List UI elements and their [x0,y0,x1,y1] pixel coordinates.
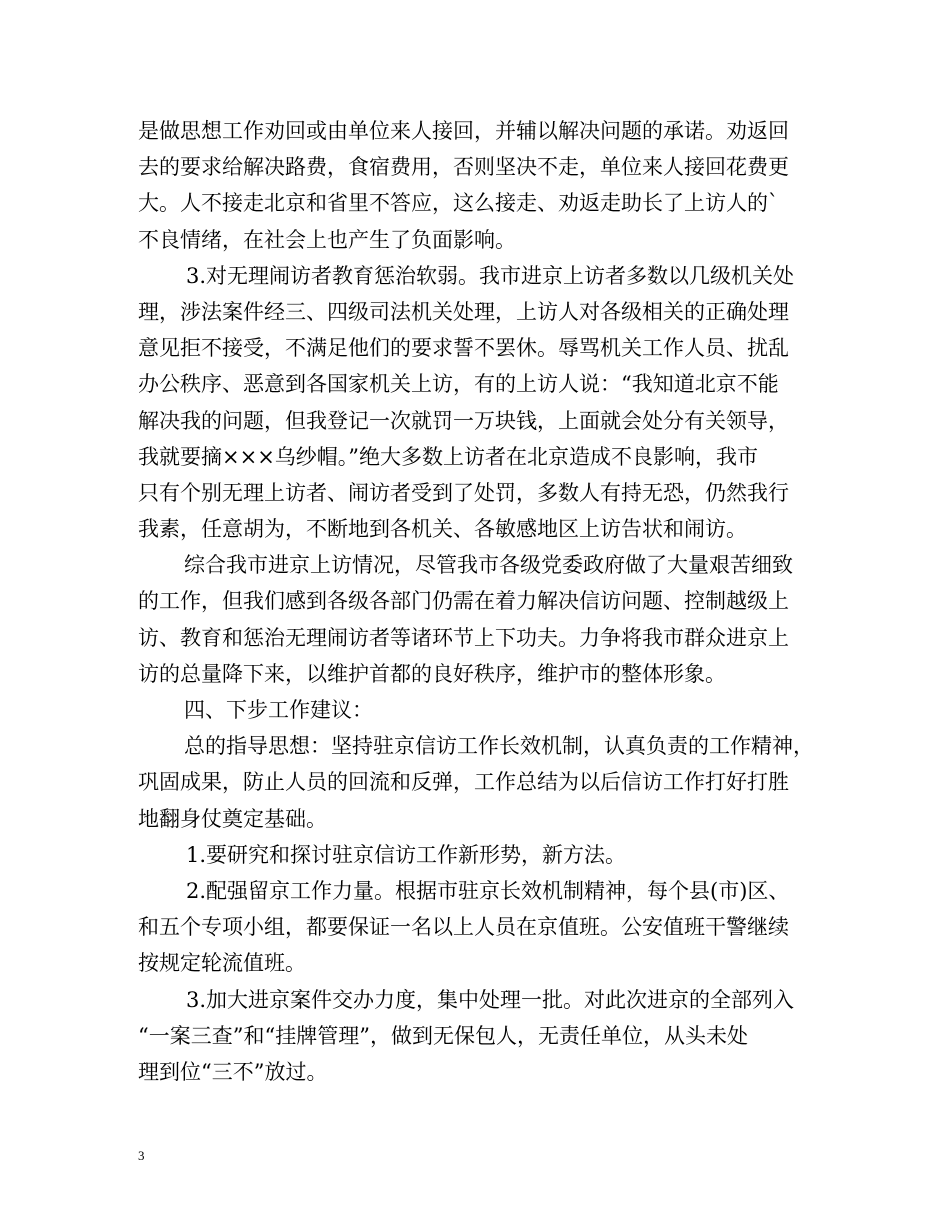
document-body [138,113,838,1090]
text-line: 地翻身仗奠定基础。 [138,806,327,831]
text-line: 只有个别无理上访者、闹访者受到了处罚，多数人有持无恐，仍然我行 [138,480,789,505]
text-line: 解决我的问题，但我登记一次就罚一万块钱，上面就会处分有关领导， [138,408,789,433]
text-line: 理到位“三不”放过。 [138,1059,328,1084]
text-line: 意见拒不接受，不满足他们的要求誓不罢休。辱骂机关工作人员、扰乱 [138,336,789,361]
text-line: 综合我市进京上访情况，尽管我市各级党委政府做了大量艰苦细致 [184,553,793,578]
text-line: 和五个专项小组，都要保证一名以上人员在京值班。公安值班干警继续 [138,915,789,940]
text-line: 访、教育和惩治无理闹访者等诸环节上下功夫。力争将我市群众进京上 [138,625,789,650]
text-line: 的工作，但我们感到各级各部门仍需在着力解决信访问题、控制越级上 [138,589,789,614]
text-line: 访的总量降下来，以维护首都的良好秩序，维护市的整体形象。 [138,661,726,686]
text-line: 理，涉法案件经三、四级司法机关处理，上访人对各级相关的正确处理 [138,299,789,324]
text-line: 去的要求给解决路费，食宿费用，否则坚决不走，单位来人接回花费更 [138,155,789,180]
text-line: 按规定轮流值班。 [138,951,306,976]
text-line: 巩固成果，防止人员的回流和反弹，工作总结为以后信访工作打好打胜 [138,770,789,795]
text-line: 2.配强留京工作力量。根据市驻京长效机制精神，每个县(市)区、 [186,878,790,903]
text-line: 我就要摘×××乌纱帽。”绝大多数上访者在北京造成不良影响，我市 [138,444,759,469]
text-line: 不良情绪，在社会上也产生了负面影响。 [138,227,516,252]
page-number: 3 [138,1148,145,1163]
text-line: 办公秩序、恶意到各国家机关上访，有的上访人说：“我知道北京不能 [138,372,779,397]
text-line: “一案三查”和“挂牌管理”，做到无保包人，无责任单位，从头未处 [138,1023,748,1048]
text-line: 3.加大进京案件交办力度，集中处理一批。对此次进京的全部列入 [186,987,795,1012]
section-heading: 四、下步工作建议： [184,698,373,722]
text-line: 1.要研究和探讨驻京信访工作新形势，新方法。 [186,842,627,867]
text-line: 大。人不接走北京和省里不答应，这么接走、劝返走助长了上访人的` [138,191,779,216]
text-line: 总的指导思想：坚持驻京信访工作长效机制，认真负责的工作精神， [184,734,814,759]
text-line: 是做思想工作劝回或由单位来人接回，并辅以解决问题的承诺。劝返回 [138,119,789,143]
text-line: 我素，任意胡为，不断地到各机关、各敏感地区上访告状和闹访。 [138,517,747,542]
text-line: 3.对无理闹访者教育惩治软弱。我市进京上访者多数以几级机关处 [186,263,795,288]
